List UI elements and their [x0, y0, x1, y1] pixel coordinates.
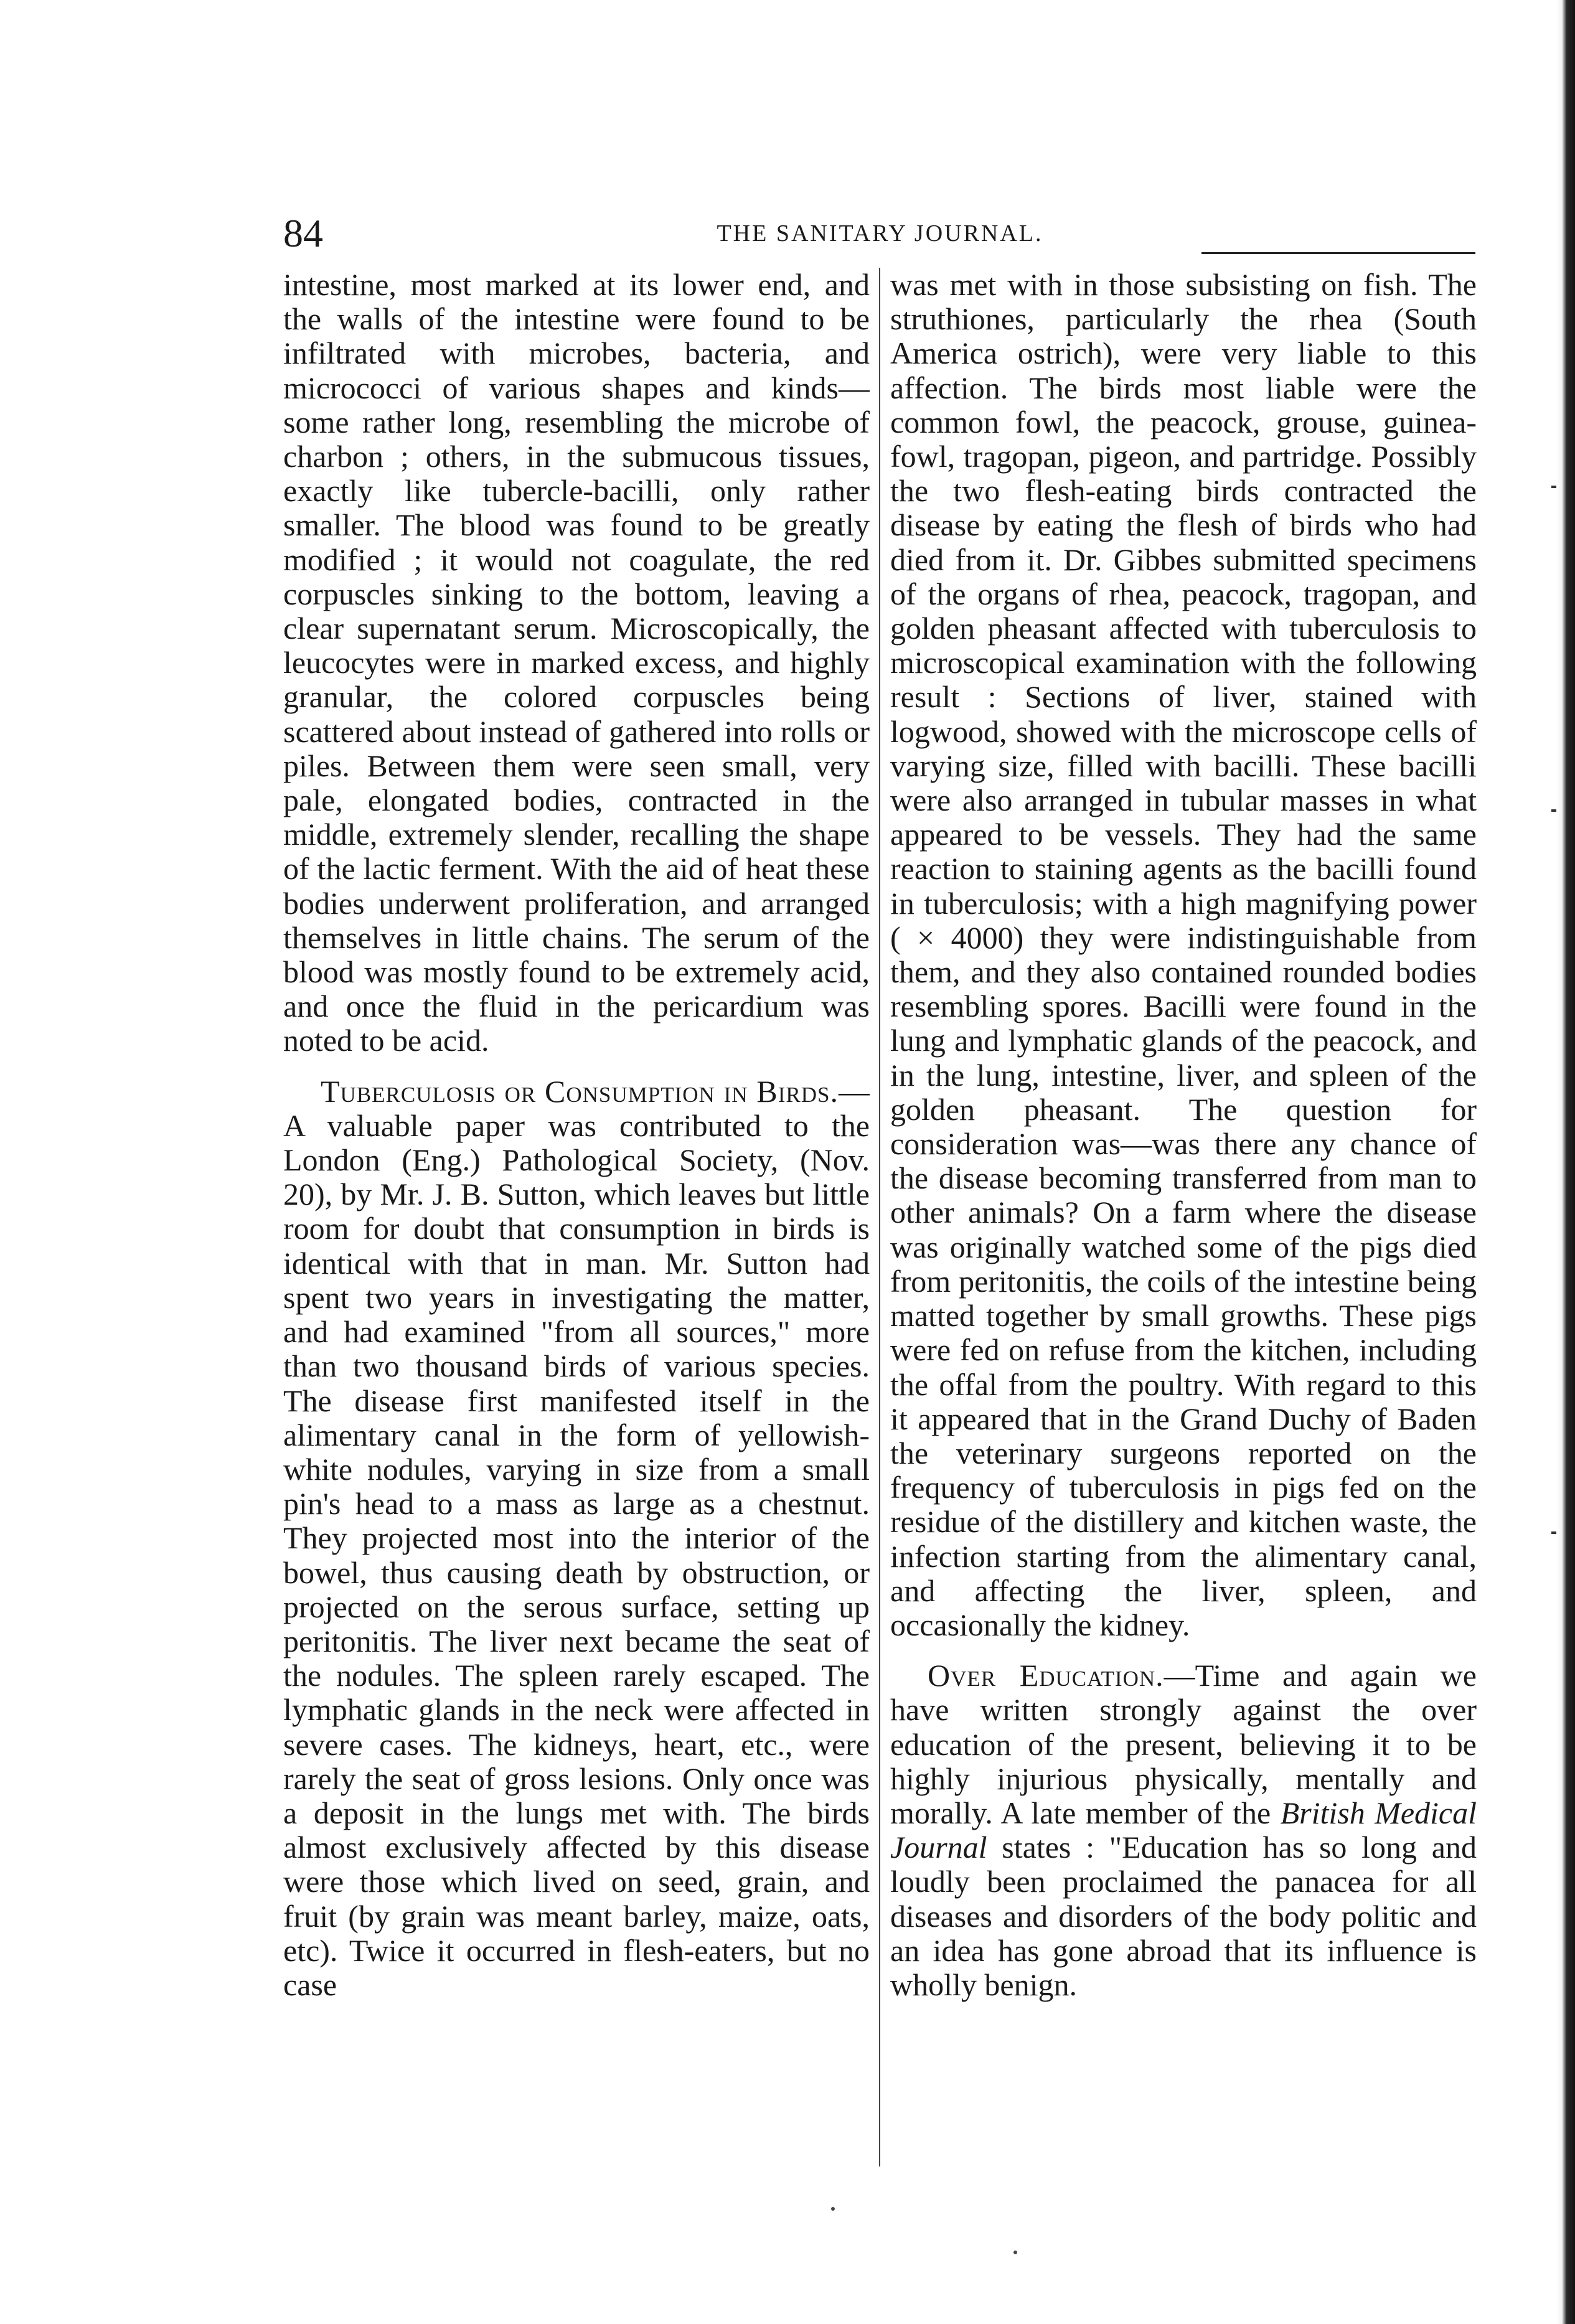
page-binding-edge — [1556, 0, 1575, 2324]
tuberculosis-article — [283, 1075, 870, 2002]
ink-speck — [831, 2207, 835, 2211]
page-header — [283, 212, 1477, 255]
header-rule — [1201, 252, 1475, 254]
right-column — [890, 268, 1477, 2173]
tuberculosis-heading: Tuberculosis or Consumption in Birds. — [321, 1073, 839, 1109]
page-number: 84 — [283, 211, 323, 255]
binding-speck — [1551, 809, 1556, 812]
binding-speck — [1551, 1531, 1556, 1534]
right-continued-paragraph: was met with in those subsisting on fish. The struthiones, particularly the rhea (South America ostrich), were very liable to this affection. The birds most liable were the common fowl, the peacock, grouse, guinea-fowl, tragopan, pigeon, and partridge. Possibly the two flesh-eating birds contracted the disease by eating the flesh of birds who had died from it. Dr. Gibbes submitted specimens of the organs of rhea, peacock, tragopan, and golden pheasant affected with tuberculosis to microscopical examination with the following result : Sections of liver, stained with logwood, showed with the microscope cells of varying size, filled with bacilli. These bacilli were also arranged in tubular masses in what appeared to be vessels. They had the same reaction to staining agents as the bacilli found in tuberculosis; with a high magnifying power ( × 4000) they were indistinguishable from them, and they also contained rounded bodies resembling spores. Bacilli were found in the lung and lymphatic glands of the peacock, and in the lung, intestine, liver, and spleen of the golden pheasant. The question for consideration was—was there any chance of the disease becoming transferred from man to other animals? On a farm where the disease was originally watched some of the pigs died from peritonitis, the coils of the intestine being matted together by small growths. These pigs were fed on refuse from the kitchen, including the offal from the poultry. With regard to this it appeared that in the Grand Duchy of Baden the veterinary surgeons reported on the frequency of tuberculosis in pigs fed on the residue of the distillery and kitchen waste, the infection starting from the alimentary canal, and affecting the liver, spleen, and occasionally the kidney. — [890, 268, 1477, 1642]
over-education-body: —Time and again we have written strongly against the over education of the present, believing it to be highly injurious physically, mentally and morally. A late member of the — [890, 1658, 1477, 1830]
running-head: THE SANITARY JOURNAL. — [717, 220, 1043, 247]
over-education-body-continued: states : "Education has so long and loudly been proclaimed the panacea for all diseases and disorders of the body politic and an idea has gone abroad that its influence is wholly benign. — [890, 1830, 1477, 2002]
over-education-article — [890, 1658, 1477, 2002]
left-continued-paragraph: intestine, most marked at its lower end, and the walls of the intestine were found to be infiltrated with microbes, bacteria, and micrococci of various shapes and kinds—some rather long, resembling the microbe of charbon ; others, in the submucous tissues, exactly like tubercle-bacilli, only rather smaller. The blood was found to be greatly modified ; it would not coagulate, the red corpuscles sinking to the bottom, leaving a clear supernatant serum. Microscopically, the leucocytes were in marked excess, and highly granular, the colored corpuscles being scattered about instead of gathered into rolls or piles. Between them were seen small, very pale, elongated bodies, contracted in the middle, extremely slender, recalling the shape of the lactic ferment. With the aid of heat these bodies underwent proliferation, and arranged themselves in little chains. The serum of the blood was mostly found to be extremely acid, and once the fluid in the pericardium was noted to be acid. — [283, 268, 870, 1058]
left-column — [283, 268, 870, 2173]
column-divider — [879, 268, 880, 2166]
binding-speck — [1551, 486, 1556, 488]
over-education-heading: Over Education. — [928, 1658, 1164, 1693]
journal-name: British Medical Journal — [890, 1795, 1477, 1865]
tuberculosis-body: —A valuable paper was contributed to the London (Eng.) Pathological Society, (Nov. 20), by Mr. J. B. Sutton, which leaves but little room for doubt that consumption in birds is identical with that in man. Mr. Sutton had spent two years in investigating the matter, and had examined "from all sources," more than two thousand birds of various species. The disease first manifested itself in the alimentary canal in the form of yellowish-white nodules, varying in size from a small pin's head to a mass as large as a chestnut. They projected most into the interior of the bowel, thus causing death by obstruction, or projected on the serous surface, setting up peritonitis. The liver next became the seat of the nodules. The spleen rarely escaped. The lymphatic glands in the neck were affected in severe cases. The kidneys, heart, etc., were rarely the seat of gross lesions. Only once was a deposit in the lungs met with. The birds almost exclusively affected by this disease were those which lived on seed, grain, and fruit (by grain was meant barley, maize, oats, etc). Twice it occurred in flesh-eaters, but no case — [283, 1073, 870, 2002]
ink-speck — [1013, 2251, 1017, 2254]
